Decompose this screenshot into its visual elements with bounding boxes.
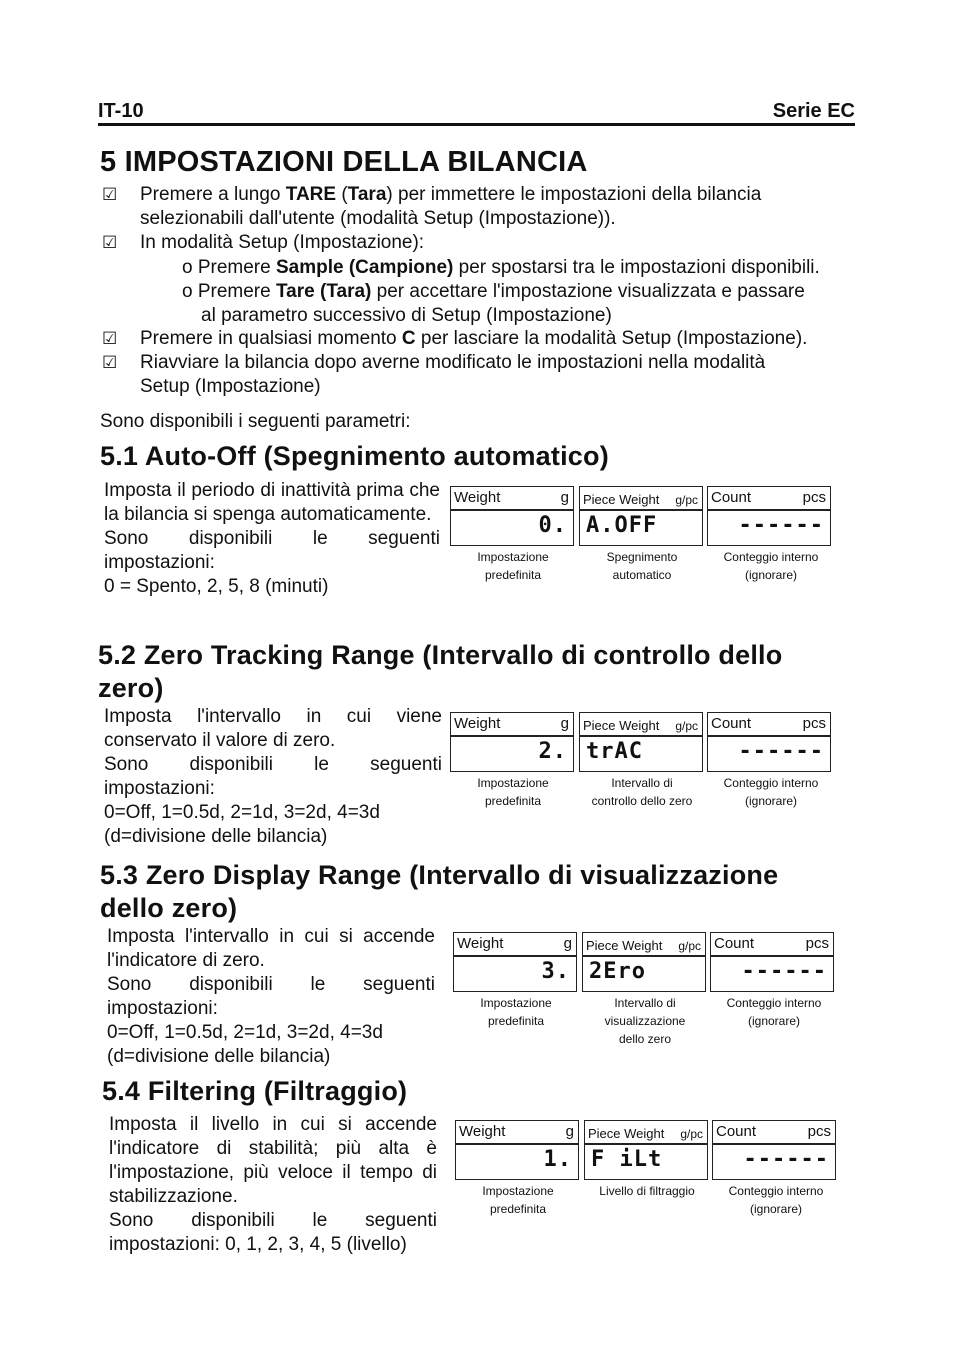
piece-weight-display-panel: Piece Weight g/pc trAC	[579, 712, 703, 772]
s51-description: Imposta il periodo di inattività prima che la bilancia si spenga automaticamente. Sono disponibili le seguenti impostazioni: 0 = Spento, 2, 5, 8 (minuti)	[104, 480, 440, 597]
count-caption: Conteggio interno (ignorare)	[726, 996, 822, 1028]
piece-weight-display-panel: Piece Weight g/pc 2Ero	[582, 932, 706, 992]
bullet-2: In modalità Setup (Impostazione):	[140, 232, 425, 253]
piece-caption: Livello di filtraggio	[599, 1184, 695, 1198]
count-readout: ------	[741, 959, 827, 984]
s54-description: Imposta il livello in cui si accende l'indicatore di stabilità; più alta è l'impostazione, più veloce il tempo di stabilizzazione. Sono disponibili le seguenti impostazioni: 0, 1, 2, 3, 4, 5 (livello)	[109, 1114, 437, 1255]
checkbox-icon: ☑	[102, 353, 118, 372]
piece-caption: Intervallo di controllo dello zero	[591, 776, 693, 808]
weight-display-panel: Weight g 0.	[450, 486, 574, 546]
count-display-panel: Count pcs ------	[707, 486, 831, 546]
weight-display-panel: Weight g 1.	[455, 1120, 579, 1180]
count-display-panel: Count pcs ------	[707, 712, 831, 772]
sub-bullet-2-line-2: al parametro successivo di Setup (Impostazione)	[201, 305, 612, 326]
count-display-panel: Count pcs ------	[712, 1120, 836, 1180]
piece-weight-display-panel: Piece Weight g/pc F iLt	[584, 1120, 708, 1180]
bullet-4-line-2: Setup (Impostazione)	[140, 376, 321, 397]
piece-caption: Spegnimento automatico	[606, 550, 678, 582]
weight-caption: Impostazione predefinita	[477, 776, 549, 808]
weight-readout: 0.	[538, 513, 567, 538]
weight-caption: Impostazione predefinita	[482, 1184, 554, 1216]
available-parameters: Sono disponibili i seguenti parametri:	[100, 411, 411, 432]
sub-bullet-1: o Premere Sample (Campione) per spostarsi tra le impostazioni disponibili.	[182, 257, 820, 278]
piece-readout: A.OFF	[586, 513, 658, 538]
section-5-title: 5 IMPOSTAZIONI DELLA BILANCIA	[100, 146, 588, 178]
weight-readout: 2.	[538, 739, 567, 764]
section-5-4-title: 5.4 Filtering (Filtraggio)	[102, 1076, 408, 1106]
section-5-2-title: 5.2 Zero Tracking Range (Intervallo di controllo dello zero)	[98, 640, 783, 703]
piece-caption: Intervallo di visualizzazione dello zero	[604, 996, 686, 1046]
section-5-3-title: 5.3 Zero Display Range (Intervallo di visualizzazione dello zero)	[100, 860, 779, 923]
count-readout: ------	[738, 513, 824, 538]
piece-readout: 2Ero	[589, 959, 646, 984]
piece-weight-display-panel: Piece Weight g/pc A.OFF	[579, 486, 703, 546]
count-caption: Conteggio interno (ignorare)	[723, 776, 819, 808]
s52-description: Imposta l'intervallo in cui viene conservato il valore di zero. Sono disponibili le seguenti impostazioni: 0=Off, 1=0.5d, 2=1d, 3=2d, 4=3d (d=divisione delle bilancia)	[104, 706, 442, 847]
count-readout: ------	[743, 1147, 829, 1172]
weight-display-panel: Weight g 2.	[450, 712, 574, 772]
piece-readout: trAC	[586, 739, 643, 764]
weight-readout: 3.	[541, 959, 570, 984]
checkbox-icon: ☑	[102, 185, 118, 204]
count-readout: ------	[738, 739, 824, 764]
checkbox-icon: ☑	[102, 233, 118, 252]
sub-bullet-2: o Premere Tare (Tara) per accettare l'impostazione visualizzata e passare	[182, 281, 805, 302]
bullet-4: Riavviare la bilancia dopo averne modificato le impostazioni nella modalità	[140, 352, 766, 373]
weight-display-panel: Weight g 3.	[453, 932, 577, 992]
series-label: Serie EC	[772, 100, 855, 122]
bullet-3: Premere in qualsiasi momento C per lasciare la modalità Setup (Impostazione).	[140, 328, 808, 349]
checkbox-icon: ☑	[102, 329, 118, 348]
header-rule	[98, 123, 855, 126]
count-caption: Conteggio interno (ignorare)	[723, 550, 819, 582]
piece-readout: F iLt	[591, 1147, 663, 1172]
weight-caption: Impostazione predefinita	[477, 550, 549, 582]
count-display-panel: Count pcs ------	[710, 932, 834, 992]
page-id: IT-10	[98, 100, 144, 122]
bullet-1-line-2: selezionabili dall'utente (modalità Setup (Impostazione)).	[140, 208, 616, 229]
count-caption: Conteggio interno (ignorare)	[728, 1184, 824, 1216]
weight-caption: Impostazione predefinita	[480, 996, 552, 1028]
weight-readout: 1.	[543, 1147, 572, 1172]
bullet-1: Premere a lungo TARE (Tara) per immettere le impostazioni della bilancia	[140, 184, 762, 205]
section-5-1-title: 5.1 Auto-Off (Spegnimento automatico)	[100, 441, 609, 471]
s53-description: Imposta l'intervallo in cui si accende l'indicatore di zero. Sono disponibili le seguenti impostazioni: 0=Off, 1=0.5d, 2=1d, 3=2d, 4=3d (d=divisione delle bilancia)	[107, 926, 435, 1067]
